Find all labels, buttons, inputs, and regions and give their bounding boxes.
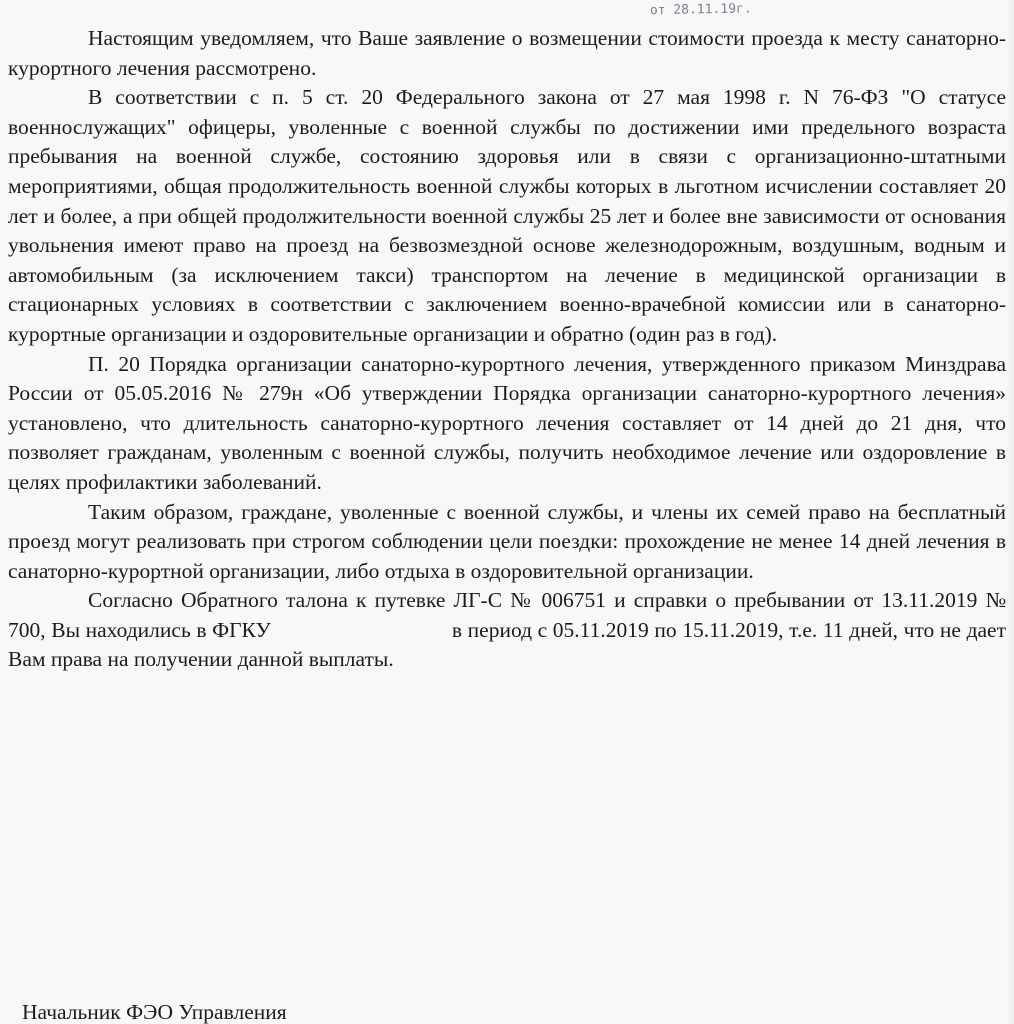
paragraph-law-reference: В соответствии с п. 5 ст. 20 Федерального закона от 27 мая 1998 г. N 76-ФЗ "О статусе военнослужащих" офицеры, уволенные с военной службы по достижении ими предельного возраста пребывания на военной службе, состоянию здоровья или в связи с организационно-штатными мероприятиями, общая продолжительность военной службы которых в льготном исчислении составляет 20 лет и более, а при общей продолжительности военной службы 25 лет и более вне зависимости от основания увольнения имеют право на проезд на безвозмездной основе железнодорожным, воздушным, водным и автомобильным (за исключением такси) транспортом на лечение в медицинской организации в стационарных условиях в соответствии с заключением военно-врачебной комиссии или в санаторно-курортные организации и оздоровительные организации и обратно (один раз в год). — [8, 85, 1006, 346]
scan-edge-shadow — [1006, 0, 1014, 1024]
paragraph-order-reference: П. 20 Порядка организации санаторно-курортного лечения, утвержденного приказом Минздрава России от 05.05.2016 № 279н «Об утверждении Порядка организации санаторно-курортного лечения» установлено, что длительность санаторно-курортного лечения составляет от 14 дней до 21 дня, что позволяет гражданам, уволенным с военной службы, получить необходимое лечение или оздоровление в целях профилактики заболеваний. — [8, 351, 1006, 494]
paragraph-intro: Настоящим уведомляем, что Ваше заявление о возмещении стоимости проезда к месту санаторно-курортного лечения рассмотрено. — [8, 26, 1006, 80]
redacted-area — [276, 623, 446, 641]
handwritten-date-note: от 28.11.19г. — [649, 1, 752, 19]
paragraph-decision — [8, 586, 1006, 675]
decision-text-part2: в период с 05.11.2019 по 15.11.2019, т.е. 11 дней, что не дает Вам права на получении данной выплаты. — [8, 617, 1006, 672]
decision-text-part1: Согласно Обратного талона к путевке ЛГ-С № 006751 и справки о пребывании от 13.11.2019 № 700, Вы находились в ФГКУ — [8, 588, 1006, 642]
signature-title: Начальник ФЭО Управления — [22, 1000, 287, 1024]
letter-body — [8, 24, 1006, 675]
paragraph-conclusion: Таким образом, граждане, уволенные с военной службы, и члены их семей право на бесплатный проезд могут реализовать при строгом соблюдении цели поездки: прохождение не менее 14 дней лечения в санаторно-курортной организации, либо отдыха в оздоровительной организации. — [8, 499, 1006, 583]
